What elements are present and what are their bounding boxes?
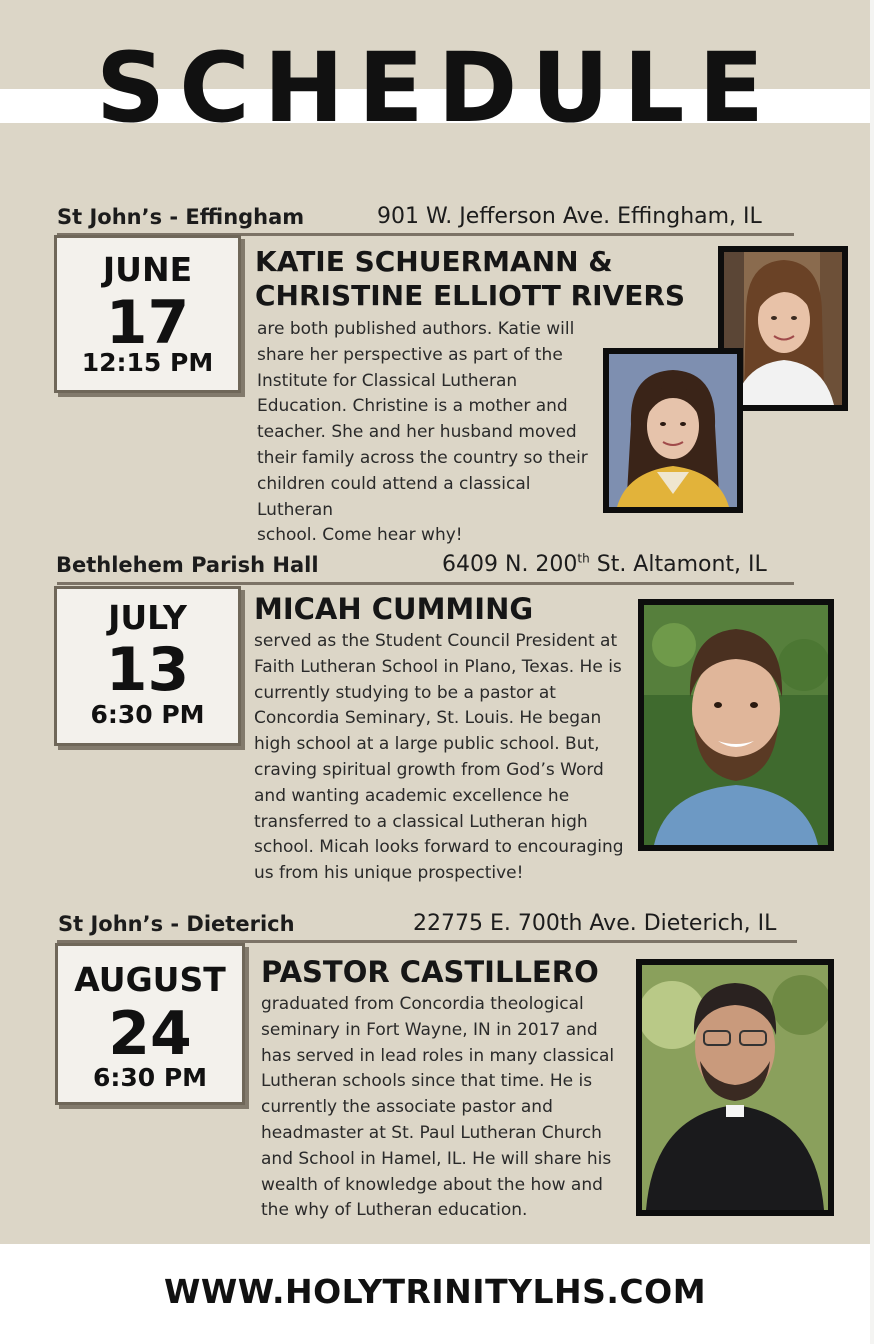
event-month: AUGUST xyxy=(74,960,226,999)
bio-line: their family across the country so their xyxy=(257,447,588,468)
event-day: 24 xyxy=(108,999,192,1069)
address-superscript: th xyxy=(577,551,590,566)
bio-line: craving spiritual growth from God’s Word xyxy=(254,759,604,780)
bio-line: the why of Lutheran education. xyxy=(261,1200,528,1221)
bio-line: Education. Christine is a mother and xyxy=(257,396,568,417)
bio-line: and wanting academic excellence he xyxy=(254,785,570,806)
right-edge xyxy=(870,0,874,1344)
venue-address: 22775 E. 700th Ave. Dieterich, IL xyxy=(413,911,777,936)
event-day: 13 xyxy=(105,635,190,705)
bio-line: seminary in Fort Wayne, IN in 2017 and xyxy=(261,1019,598,1040)
date-box xyxy=(55,943,245,1105)
bio-line: and School in Hamel, IL. He will share his xyxy=(261,1148,612,1169)
bio-line: currently the associate pastor and xyxy=(261,1097,553,1118)
event-time: 6:30 PM xyxy=(90,700,205,729)
bio-line: served as the Student Council President at xyxy=(254,631,618,651)
venue-address: 901 W. Jefferson Ave. Effingham, IL xyxy=(377,204,762,229)
speaker-photo-christine xyxy=(603,348,743,513)
bio-line: school. Micah looks forward to encouraging xyxy=(254,837,624,858)
bio-line: wealth of knowledge about the how and xyxy=(261,1174,603,1195)
bio-line: Lutheran schools since that time. He is xyxy=(261,1071,593,1092)
bio-line: Concordia Seminary, St. Louis. He began xyxy=(254,708,602,729)
website-link[interactable]: WWW.HOLYTRINITYLHS.COM xyxy=(163,1272,707,1311)
venue-name: St John’s - Dieterich xyxy=(58,912,295,936)
event-day: 17 xyxy=(105,288,190,358)
bio-line: share her perspective as part of the xyxy=(257,344,563,365)
bio-line: headmaster at St. Paul Lutheran Church xyxy=(261,1122,602,1143)
speaker-name: PASTOR CASTILLERO xyxy=(261,955,599,989)
speaker-bio xyxy=(261,992,621,1224)
bio-line: has served in lead roles in many classical xyxy=(261,1045,615,1066)
bio-line: graduated from Concordia theological xyxy=(261,994,584,1014)
venue-name: Bethlehem Parish Hall xyxy=(56,553,319,577)
page-title: SCHEDULE xyxy=(96,32,778,144)
bio-line: high school at a large public school. But, xyxy=(254,734,600,755)
bio-line: transferred to a classical Lutheran high xyxy=(254,811,588,832)
address-text: St. Altamont, IL xyxy=(589,552,767,577)
speaker-bio xyxy=(257,317,597,549)
event-time: 6:30 PM xyxy=(92,1063,208,1092)
divider xyxy=(57,582,794,585)
event-month: JULY xyxy=(108,598,187,637)
bio-line: currently studying to be a pastor at xyxy=(254,682,556,703)
event-month: JUNE xyxy=(102,250,193,289)
bio-line: Institute for Classical Lutheran xyxy=(257,370,518,391)
bio-line: are both published authors. Katie will xyxy=(257,319,575,339)
speaker-name-line2: CHRISTINE ELLIOTT RIVERS xyxy=(255,279,686,312)
speaker-name: MICAH CUMMING xyxy=(254,592,534,626)
speaker-name-line1: KATIE SCHUERMANN & xyxy=(255,245,613,278)
speaker-bio xyxy=(254,629,624,887)
venue-address xyxy=(442,552,767,577)
event-time: 12:15 PM xyxy=(81,348,214,377)
bio-line: children could attend a classical Lutheran xyxy=(257,473,531,520)
bio-line: Faith Lutheran School in Plano, Texas. He is xyxy=(254,656,622,677)
address-text: 6409 N. 200 xyxy=(442,552,578,577)
bio-line: teacher. She and her husband moved xyxy=(257,422,577,443)
bio-line: us from his unique prospective! xyxy=(254,863,524,884)
speaker-photo-micah xyxy=(638,599,834,851)
date-box xyxy=(54,586,241,746)
date-box xyxy=(54,235,241,393)
venue-name: St John’s - Effingham xyxy=(57,205,305,229)
speaker-photo-castillero xyxy=(636,959,834,1216)
bio-line: school. Come hear why! xyxy=(257,525,463,546)
